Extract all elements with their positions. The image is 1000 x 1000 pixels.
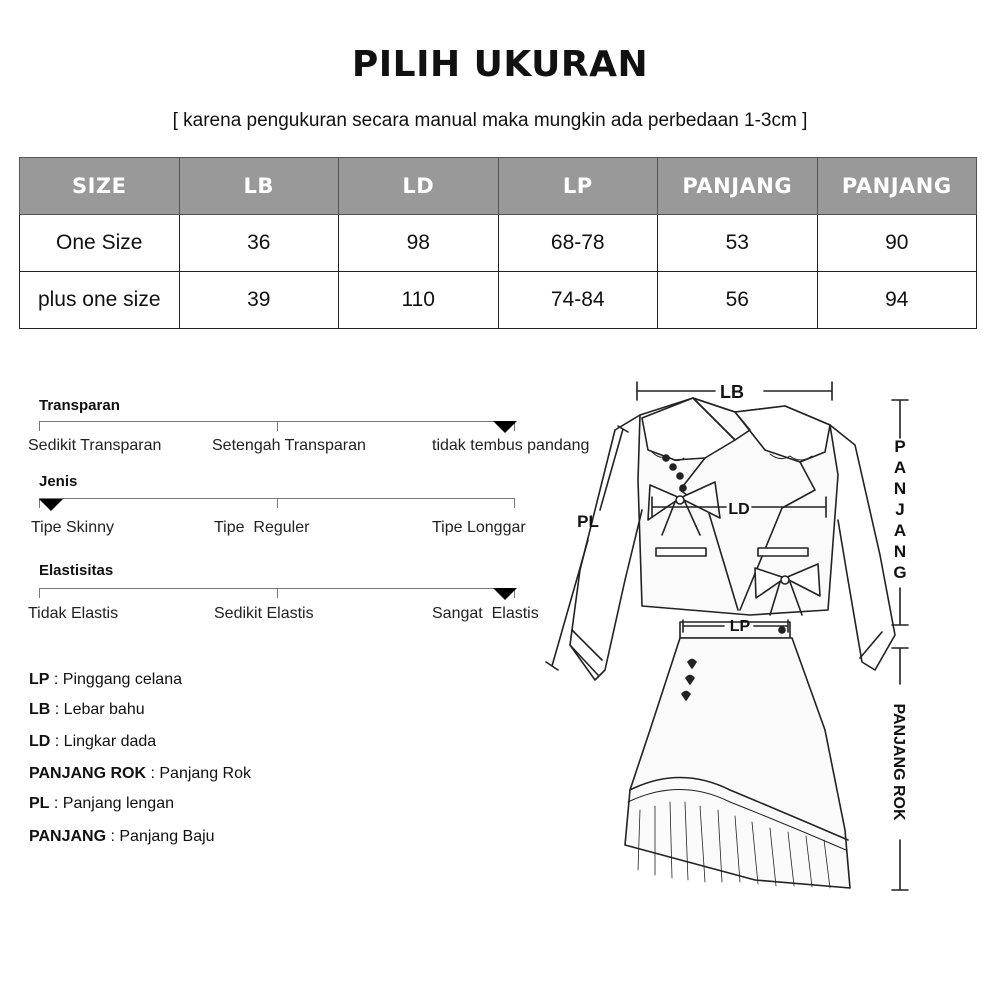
header-panjang: PANJANG (658, 158, 818, 215)
table-cell: 98 (339, 215, 499, 272)
scale-label: Sedikit Transparan (28, 437, 162, 454)
scale-tick (39, 588, 40, 598)
measurement-note: [ karena pengukuran secara manual maka mungkin ada perbedaan 1-3cm ] (172, 110, 808, 131)
legend-desc: : Lingkar dada (50, 733, 157, 750)
table-row (20, 272, 977, 329)
label-panjang-letter: N (893, 479, 907, 498)
selected-marker-icon (493, 588, 517, 600)
header-lb: LB (179, 158, 339, 215)
scale-tick (277, 588, 278, 598)
scale-label: Tidak Elastis (28, 605, 119, 622)
legend-key: LP (29, 671, 50, 688)
legend-item (29, 671, 182, 689)
legend-key: LD (29, 733, 51, 750)
scale-tick (277, 421, 278, 431)
header-size: SIZE (20, 158, 180, 215)
label-panjang-letter: P (894, 437, 906, 456)
table-cell: 74-84 (498, 272, 658, 329)
label-panjang-rok: PANJANG ROK (890, 703, 907, 821)
legend-key: PANJANG ROK (29, 765, 147, 782)
label-ld: LD (728, 501, 750, 518)
table-cell: 90 (817, 215, 977, 272)
legend-desc: : Panjang Baju (106, 828, 215, 845)
size-table (19, 157, 977, 329)
skirt-sketch (625, 622, 850, 888)
scale-title: Transparan (39, 397, 120, 414)
legend-key: LB (29, 701, 51, 718)
legend-key: PL (29, 795, 50, 812)
scale-label: Sedikit Elastis (214, 605, 314, 622)
table-cell: 56 (658, 272, 818, 329)
legend-desc: : Panjang lengan (49, 795, 174, 812)
scale-label: Tipe Skinny (31, 519, 114, 536)
label-panjang-letter: A (893, 458, 907, 477)
selected-marker-icon (493, 421, 517, 433)
header-ld: LD (339, 158, 499, 215)
label-panjang-letter: G (893, 563, 907, 582)
scale-tick (514, 498, 515, 508)
scale-title: Elastisitas (39, 562, 114, 579)
legend-desc: : Lebar bahu (50, 701, 145, 718)
legend-item (29, 828, 215, 846)
table-cell: 36 (179, 215, 339, 272)
page-title: PILIH UKURAN (351, 44, 649, 85)
scale-tick (39, 421, 40, 431)
scale-title: Jenis (39, 473, 78, 490)
header-lp: LP (498, 158, 658, 215)
legend-item (29, 701, 145, 719)
table-header-row (20, 158, 977, 215)
label-pl: PL (577, 512, 599, 531)
label-panjang-letter: J (895, 500, 905, 519)
outfit-illustration (530, 370, 930, 900)
label-panjang-letter: A (893, 521, 907, 540)
legend-desc: : Pinggang celana (49, 671, 182, 688)
scale-label: Tipe Reguler (214, 519, 310, 536)
legend-desc: : Panjang Rok (146, 765, 251, 782)
label-panjang (893, 437, 906, 582)
label-panjang-letter: N (893, 542, 907, 561)
scale-tick (277, 498, 278, 508)
legend-item (29, 795, 174, 813)
label-lb: LB (720, 382, 744, 402)
legend-item (29, 765, 251, 783)
table-cell: One Size (20, 215, 180, 272)
table-cell: 110 (339, 272, 499, 329)
header-panjang-rok: PANJANG (817, 158, 977, 215)
selected-marker-icon (39, 499, 63, 511)
scale-label: Sangat Elastis (432, 605, 539, 622)
table-cell: plus one size (20, 272, 180, 329)
scale-label: Tipe Longgar (432, 519, 526, 536)
scale-label: Setengah Transparan (212, 437, 366, 454)
table-cell: 53 (658, 215, 818, 272)
scale-label: tidak tembus pandang (432, 437, 590, 454)
table-cell: 68-78 (498, 215, 658, 272)
label-lp: LP (729, 618, 751, 635)
table-cell: 94 (817, 272, 977, 329)
legend-item (29, 733, 156, 751)
table-cell: 39 (179, 272, 339, 329)
table-row (20, 215, 977, 272)
legend-key: PANJANG (29, 828, 107, 845)
